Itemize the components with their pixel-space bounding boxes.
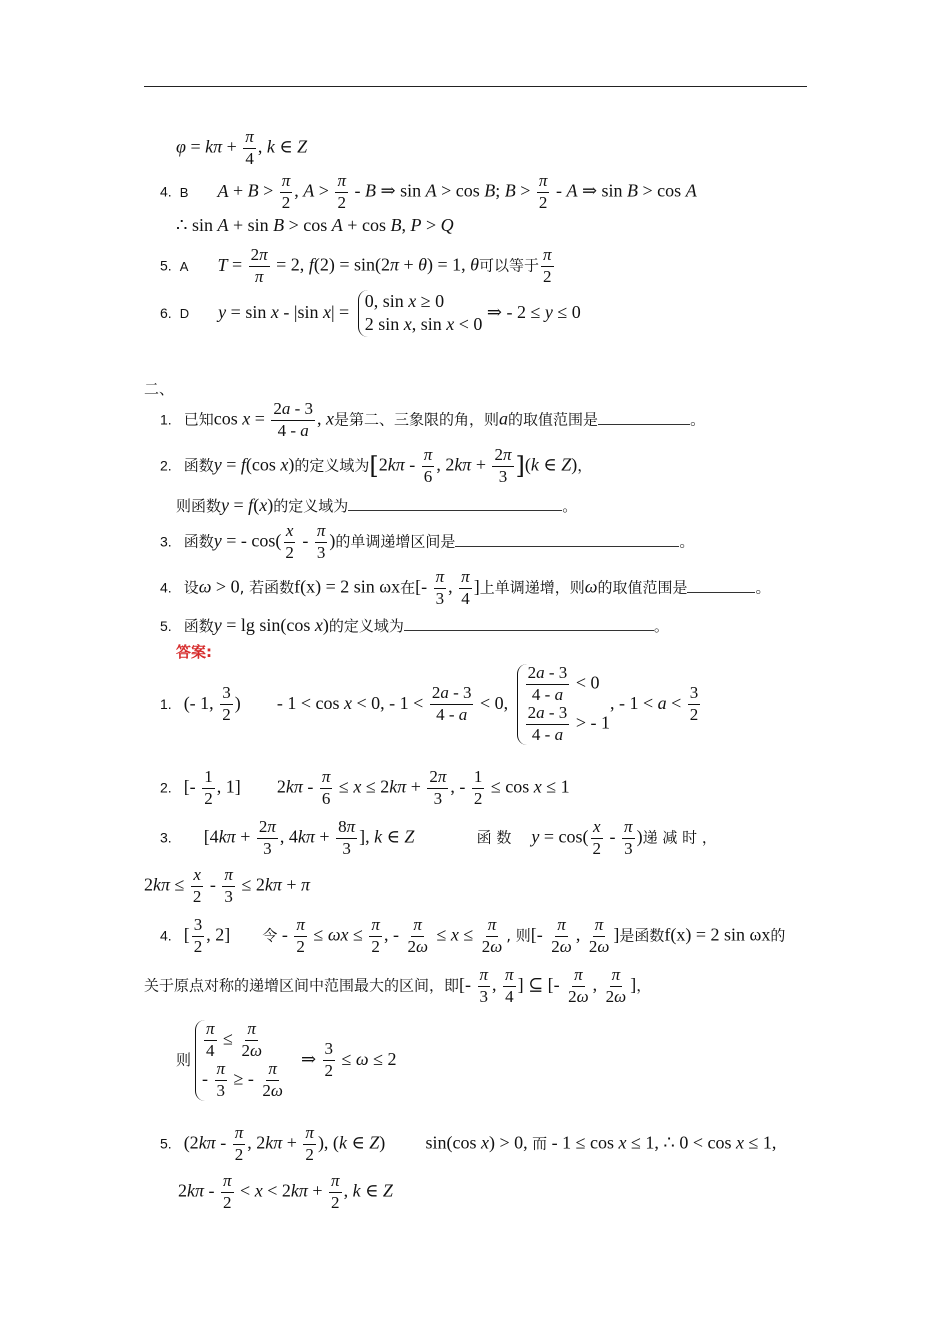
answer-4-line2: 关于原点对称的递增区间中范围最大的区间，即[- $\frac{\pi}{3}$ , $\frac{\pi}{4}$ ] ⊆ [- $\frac{\pi}{2\omega}$ , $\frac{\pi}{2\omega}$ ]， xyxy=(144,965,652,1006)
prev-answer-4: 4. B A + B > $\frac{\pi}{2}$ , A > $\frac{\pi}{2}$ - B ⇒ sin A > cos B; B > $\frac{\pi}{2}$ - A ⇒ sin B > cos A xyxy=(160,171,697,212)
answer-2: 2. [- $\frac{1}{2}$ , 1] 2kπ - $\frac{\pi}{6}$ ≤ x ≤ 2kπ + $\frac{2\pi}{3}$ , - $\frac{1}{2}$ ≤ cos x ≤ 1 xyxy=(160,767,570,808)
answer-5-line2: 2kπ - $\frac{\pi}{2}$ < x < 2kπ + $\frac{\pi}{2}$ , k ∈ Z xyxy=(178,1171,393,1212)
question-4: 4. 设ω > 0, 若函数f(x) = 2 sin ωx在[- $\frac{\pi}{3}$ , $\frac{\pi}{4}$ ]上单调递增，则ω的取值范围是 。 xyxy=(160,567,771,608)
prev-answer-6: 6. D y = sin x - |sin x| = 0, sin x ≥ 0 2 sin x, sin x < 0 ⇒ - 2 ≤ y ≤ 0 xyxy=(160,290,581,337)
answer-4: 4. [ $\frac{3}{2}$ , 2] 令 - $\frac{\pi}{2}$ ≤ ωx ≤ $\frac{\pi}{2}$ , - $\frac{\pi}{2\omega}$ ≤ x ≤ $\frac{\pi}{2\omega}$ , 则[- $\frac{\pi}{2\omega}$ , $\frac{\pi}{2\omega}$ ]是函数f(x) = 2 sin ωx的 xyxy=(160,915,786,956)
prev-answer-phi: φ = kπ + $\frac{\pi}{4}$ , k ∈ Z xyxy=(176,127,308,168)
question-3: 3. 函数y = - cos( $\frac{x}{2}$ - $\frac{\pi}{3}$ )的单调递增区间是 。 xyxy=(160,521,695,562)
answer-1: 1. (- 1, $\frac{3}{2}$ ) - 1 < cos x < 0, - 1 < $\frac{2a - 3}{4 - a}$ < 0, $\frac{2a - 3}{4 - a}$ < 0 $\frac{2a - 3}{4 - a}$ > - 1 , - 1 < a < $\frac{3}{2}$ xyxy=(160,663,699,745)
question-1: 1. 已知cos x = $\frac{2a - 3}{4 - a}$ , x是第二、三象限的角，则a的取值范围是 。 xyxy=(160,399,706,440)
header-rule xyxy=(144,86,807,87)
section-title: 二、 xyxy=(144,380,175,398)
answers-heading: 答案: xyxy=(176,643,212,661)
answer-5: 5. (2kπ - $\frac{\pi}{2}$ , 2kπ + $\frac{\pi}{2}$ ), (k ∈ Z) sin(cos x) > 0, 而 - 1 ≤ cos x ≤ 1, ∴ 0 < cos x ≤ 1, xyxy=(160,1123,777,1164)
prev-answer-5: 5. A T = $\frac{2\pi}{\pi}$ = 2, f(2) = sin(2π + θ) = 1, θ可以等于 $\frac{\pi}{2}$ xyxy=(160,245,552,286)
prev-answer-4-line2: ∴ sin A + sin B > cos A + cos B, P > Q xyxy=(176,215,454,235)
answer-4-line3: 则 $\frac{\pi}{4}$ ≤ $\frac{\pi}{2\omega}$ - $\frac{\pi}{3}$ ≥ - $\frac{\pi}{2\omega}$ ⇒ $\frac{3}{2}$ ≤ ω ≤ 2 xyxy=(176,1019,397,1101)
question-2-line2: 则函数y = f(x)的定义域为 。 xyxy=(176,495,578,515)
question-2: 2. 函数y = f(cos x)的定义域为[2kπ - $\frac{\pi}{6}$ , 2kπ + $\frac{2\pi}{3}$ ](k ∈ Z)， xyxy=(160,445,593,486)
answer-3: 3. [4kπ + $\frac{2\pi}{3}$ , 4kπ + $\frac{8\pi}{3}$ ], k ∈ Z 函 数 y = cos( $\frac{x}{2}$ - $\frac{\pi}{3}$ )递 减 时 ， xyxy=(160,817,717,858)
question-5: 5. 函数y = lg sin(cos x)的定义域为 。 xyxy=(160,615,669,635)
answer-3-line2: 2kπ ≤ $\frac{x}{2}$ - $\frac{\pi}{3}$ ≤ 2kπ + π xyxy=(144,865,311,906)
